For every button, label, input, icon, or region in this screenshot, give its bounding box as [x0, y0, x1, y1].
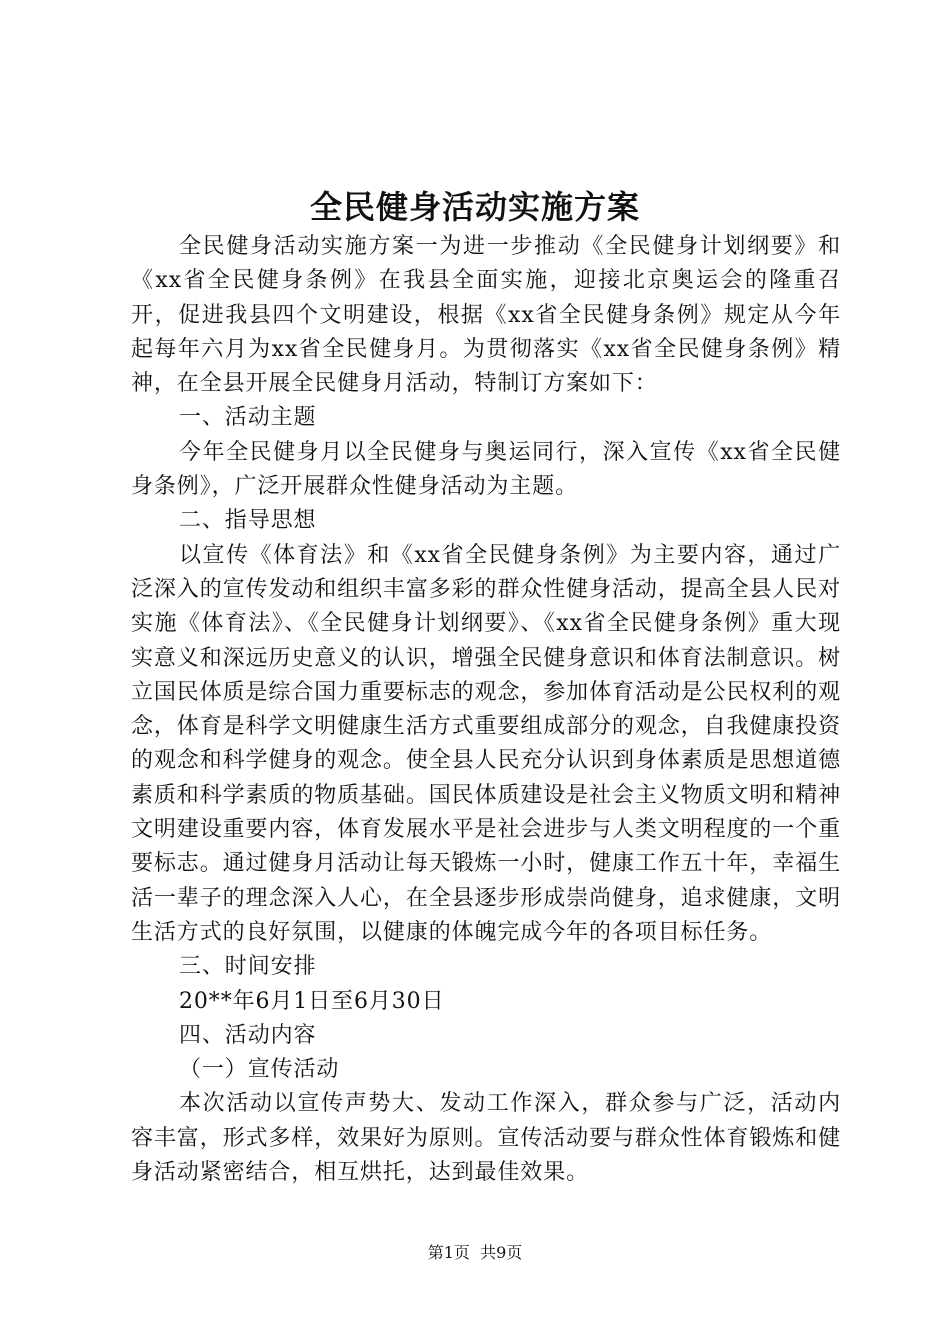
page-number: 第1页	[427, 1243, 470, 1262]
section-heading-guiding-idea: 二、指导思想	[179, 508, 317, 534]
document-title: 全民健身活动实施方案	[309, 188, 640, 226]
paragraph-publicity: 本次活动以宣传声势大、发动工作深入，群众参与广泛，活动内容丰富，形式多样，效果好为原则。宣传活动要与群众性体育锻炼和健身活动紧密结合，相互烘托，达到最佳效果。	[131, 1091, 841, 1186]
section-heading-content: 四、活动内容	[179, 1022, 317, 1048]
subsection-heading-publicity: （一）宣传活动	[179, 1057, 340, 1083]
footer-spacer	[470, 1243, 480, 1262]
section-heading-theme: 一、活动主题	[179, 405, 317, 431]
paragraph-guiding-idea: 以宣传《体育法》和《xx省全民健身条例》为主要内容，通过广泛深入的宣传发动和组织丰富多彩的群众性健身活动，提高全县人民对实施《体育法》、《全民健身计划纲要》、《xx省全民健身条例》重大现实意义和深远历史意义的认识，增强全民健身意识和体育法制意识。树立国民体质是综合国力重要标志的观念，参加体育活动是公民权利的观念，体育是科学文明健康生活方式重要组成部分的观念，自我健康投资的观念和科学健身的观念。使全县人民充分认识到身体素质是思想道德素质和科学素质的物质基础。国民体质建设是社会主义物质文明和精神文明建设重要内容，体育发展水平是社会进步与人类文明程度的一个重要标志。通过健身月活动让每天锻炼一小时，健康工作五十年，幸福生活一辈子的理念深入人心，在全县逐步形成崇尚健身，追求健康，文明生活方式的良好氛围，以健康的体魄完成今年的各项目标任务。	[131, 542, 841, 945]
page-footer	[0, 1242, 950, 1264]
page-total: 共9页	[480, 1243, 523, 1262]
paragraph-schedule: 20**年6月1日至6月30日	[179, 988, 445, 1014]
paragraph-intro: 全民健身活动实施方案一为进一步推动《全民健身计划纲要》和《xx省全民健身条例》在我县全面实施，迎接北京奥运会的隆重召开，促进我县四个文明建设，根据《xx省全民健身条例》规定从今年起每年六月为xx省全民健身月。为贯彻落实《xx省全民健身条例》精神，在全县开展全民健身月活动，特制订方案如下：	[131, 234, 841, 397]
paragraph-theme: 今年全民健身月以全民健身与奥运同行，深入宣传《xx省全民健身条例》，广泛开展群众性健身活动为主题。	[131, 439, 841, 500]
document-body	[131, 230, 841, 1190]
section-heading-schedule: 三、时间安排	[179, 954, 317, 980]
